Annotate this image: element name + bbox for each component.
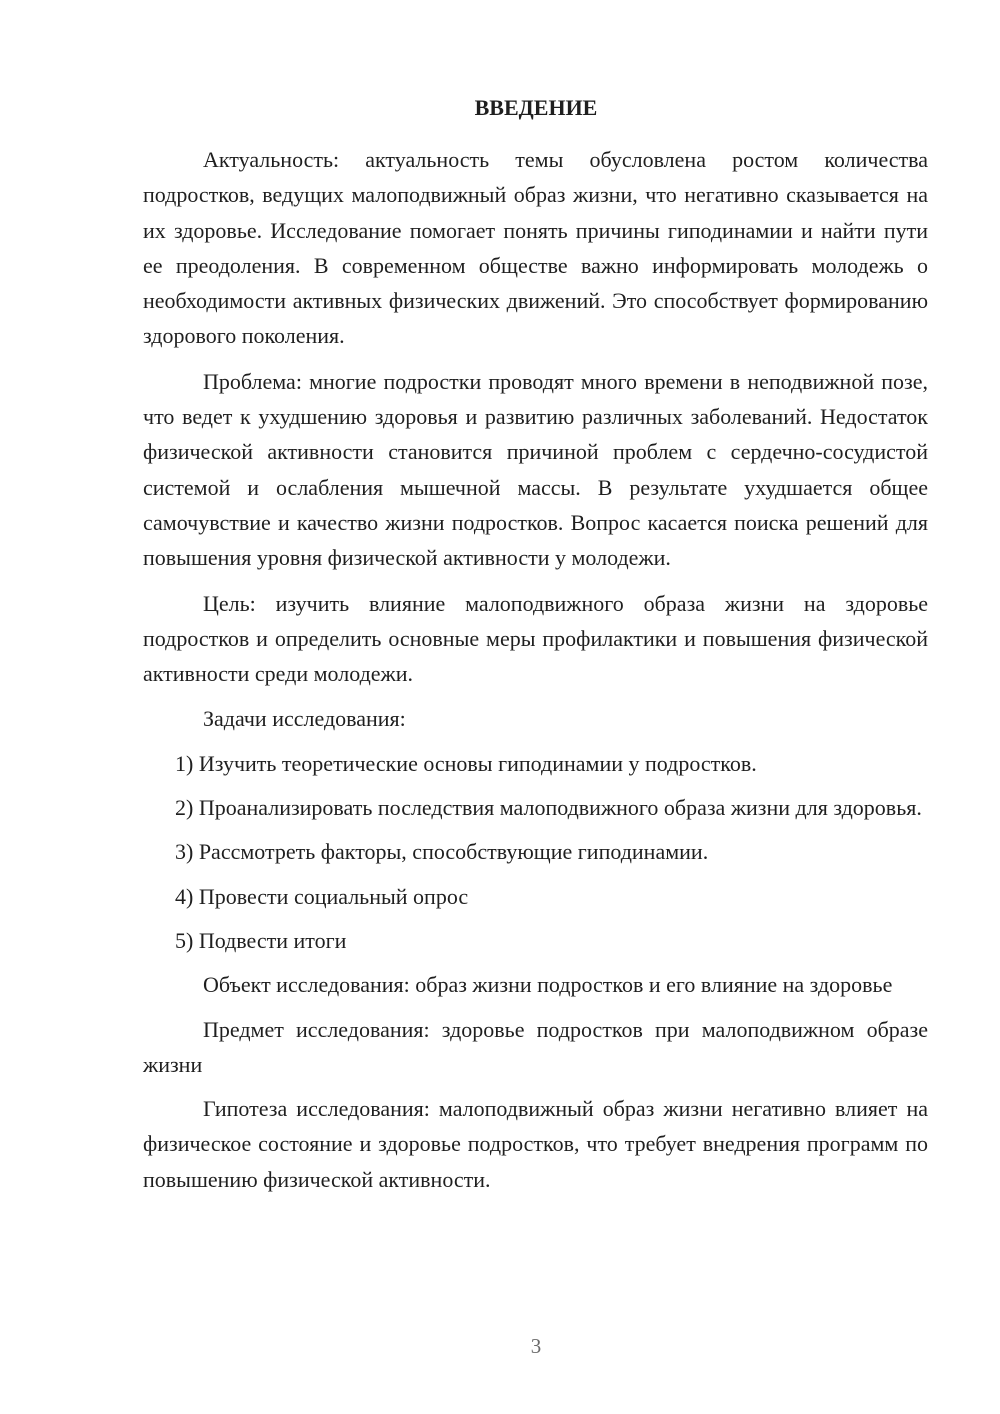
subject-paragraph: Предмет исследования: здоровье подростков при малоподвижном образе жизни [143,1016,928,1077]
tasks-heading: Задачи исследования: [203,706,406,732]
page-number: 3 [530,1334,542,1358]
task-item-3: 3) Рассмотреть факторы, способствующие гиподинамии. [175,839,709,865]
task-item-5: 5) Подвести итоги [175,927,347,953]
document-body [143,142,928,1197]
problem-paragraph: Проблема: многие подростки проводят много времени в неподвижной позе, что ведет к ухудшению здоровья и развитию различных заболеваний. Недостаток физической активности становится причиной проблем с сердечно-сосудистой системой и ослабления мышечной массы. В результате ухудшается общее самочувствие и качество жизни подростков. Вопрос касается поиска решений для повышения уровня физической активности у молодежи. [143,368,928,571]
task-item-1: 1) Изучить теоретические основы гиподинамии у подростков. [175,750,757,776]
task-item-4: 4) Провести социальный опрос [175,883,469,909]
hypothesis-paragraph: Гипотеза исследования: малоподвижный образ жизни негативно влияет на физическое состояние и здоровье подростков, что требует внедрения программ по повышению физической активности. [143,1096,928,1192]
object-paragraph: Объект исследования: образ жизни подростков и его влияние на здоровье [203,972,893,998]
task-item-2: 2) Проанализировать последствия малоподвижного образа жизни для здоровья. [175,795,922,821]
page-title: ВВЕДЕНИЕ [474,95,598,120]
goal-paragraph: Цель: изучить влияние малоподвижного образа жизни на здоровье подростков и определить основные меры профилактики и повышения физической активности среди молодежи. [143,590,928,687]
relevance-paragraph: Актуальность: актуальность темы обусловлена ростом количества подростков, ведущих малоподвижный образ жизни, что негативно сказывается на их здоровье. Исследование помогает понять причины гиподинамии и найти пути ее преодоления. В современном обществе важно информировать молодежь о необходимости активных физических движений. Это способствует формированию здорового поколения. [143,147,928,349]
